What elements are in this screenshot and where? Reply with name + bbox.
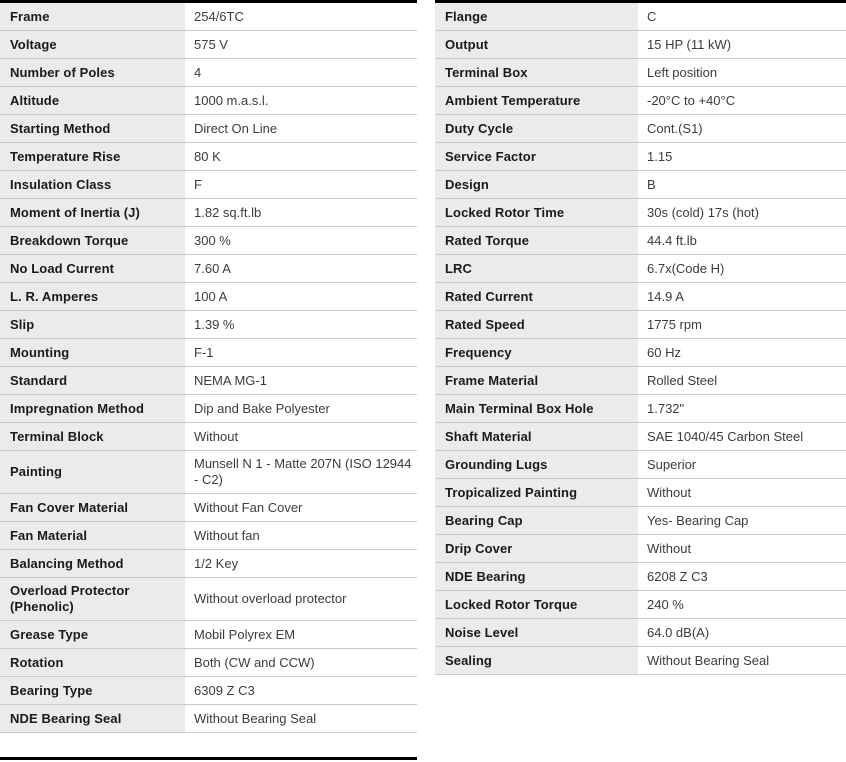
spec-label: Standard xyxy=(0,367,185,394)
spec-label: Balancing Method xyxy=(0,550,185,577)
spec-label: Slip xyxy=(0,311,185,338)
spec-label: Terminal Block xyxy=(0,423,185,450)
table-row xyxy=(0,283,417,311)
spec-value: 1.39 % xyxy=(185,311,417,338)
spec-value: Without fan xyxy=(185,522,417,549)
table-row xyxy=(435,87,846,115)
table-row xyxy=(0,143,417,171)
spec-label: Drip Cover xyxy=(435,535,638,562)
spec-label: Overload Protector (Phenolic) xyxy=(0,578,185,620)
spec-label: Voltage xyxy=(0,31,185,58)
spec-label: Rotation xyxy=(0,649,185,676)
spec-label: Flange xyxy=(435,3,638,30)
spec-value: 1.15 xyxy=(638,143,846,170)
table-row xyxy=(435,59,846,87)
table-row xyxy=(435,339,846,367)
table-row xyxy=(435,619,846,647)
spec-label: Bearing Type xyxy=(0,677,185,704)
table-row xyxy=(0,311,417,339)
table-row xyxy=(435,255,846,283)
spec-label: Fan Material xyxy=(0,522,185,549)
table-row xyxy=(435,227,846,255)
table-row xyxy=(0,578,417,621)
spec-label: Breakdown Torque xyxy=(0,227,185,254)
table-row xyxy=(435,143,846,171)
table-row xyxy=(435,31,846,59)
spec-label: Grounding Lugs xyxy=(435,451,638,478)
spec-label: Temperature Rise xyxy=(0,143,185,170)
spec-value: Direct On Line xyxy=(185,115,417,142)
spec-label: Number of Poles xyxy=(0,59,185,86)
spec-label: Rated Current xyxy=(435,283,638,310)
table-row xyxy=(435,395,846,423)
spec-label: NDE Bearing xyxy=(435,563,638,590)
spec-value: Without xyxy=(638,479,846,506)
table-row xyxy=(0,494,417,522)
spec-label: Main Terminal Box Hole xyxy=(435,395,638,422)
table-row xyxy=(435,563,846,591)
spec-value: -20°C to +40°C xyxy=(638,87,846,114)
spec-label: Bearing Cap xyxy=(435,507,638,534)
table-row xyxy=(0,255,417,283)
table-row xyxy=(0,423,417,451)
spec-value: 240 % xyxy=(638,591,846,618)
table-row xyxy=(0,705,417,733)
spec-value: Without Bearing Seal xyxy=(185,705,417,732)
spec-value: 60 Hz xyxy=(638,339,846,366)
spec-value: Without xyxy=(185,423,417,450)
spec-label: Noise Level xyxy=(435,619,638,646)
spec-value: 100 A xyxy=(185,283,417,310)
spec-value: 6208 Z C3 xyxy=(638,563,846,590)
table-row xyxy=(435,3,846,31)
spec-value: NEMA MG-1 xyxy=(185,367,417,394)
table-row xyxy=(0,550,417,578)
table-row xyxy=(0,171,417,199)
spec-label: Ambient Temperature xyxy=(435,87,638,114)
spec-value: Without Bearing Seal xyxy=(638,647,846,674)
spec-label: Rated Speed xyxy=(435,311,638,338)
table-row xyxy=(435,115,846,143)
spec-label: Design xyxy=(435,171,638,198)
spec-label: Moment of Inertia (J) xyxy=(0,199,185,226)
spec-label: Sealing xyxy=(435,647,638,674)
spec-label: No Load Current xyxy=(0,255,185,282)
spec-value: Cont.(S1) xyxy=(638,115,846,142)
spec-value: Rolled Steel xyxy=(638,367,846,394)
spec-value: F xyxy=(185,171,417,198)
table-row xyxy=(435,423,846,451)
spec-label: Starting Method xyxy=(0,115,185,142)
spec-value: 254/6TC xyxy=(185,3,417,30)
spec-label: Tropicalized Painting xyxy=(435,479,638,506)
table-row xyxy=(0,3,417,31)
table-row xyxy=(435,451,846,479)
spec-value: 300 % xyxy=(185,227,417,254)
spec-value: Dip and Bake Polyester xyxy=(185,395,417,422)
table-row xyxy=(0,367,417,395)
spec-label: Grease Type xyxy=(0,621,185,648)
spec-value: 4 xyxy=(185,59,417,86)
table-row xyxy=(0,395,417,423)
spec-label: Locked Rotor Time xyxy=(435,199,638,226)
spec-value: Mobil Polyrex EM xyxy=(185,621,417,648)
table-row xyxy=(0,59,417,87)
spec-label: Frequency xyxy=(435,339,638,366)
spec-value: Both (CW and CCW) xyxy=(185,649,417,676)
spec-label: Impregnation Method xyxy=(0,395,185,422)
table-row xyxy=(0,649,417,677)
table-row xyxy=(435,479,846,507)
spec-label: Frame Material xyxy=(435,367,638,394)
spec-label: Painting xyxy=(0,451,185,493)
spec-label: Output xyxy=(435,31,638,58)
table-row xyxy=(435,507,846,535)
spec-label: L. R. Amperes xyxy=(0,283,185,310)
spec-value: 30s (cold) 17s (hot) xyxy=(638,199,846,226)
table-row xyxy=(0,522,417,550)
spec-value: 44.4 ft.lb xyxy=(638,227,846,254)
spec-value: Left position xyxy=(638,59,846,86)
spec-label: Rated Torque xyxy=(435,227,638,254)
spec-label: Shaft Material xyxy=(435,423,638,450)
spec-value: 1000 m.a.s.l. xyxy=(185,87,417,114)
table-row xyxy=(0,31,417,59)
spec-label: Fan Cover Material xyxy=(0,494,185,521)
spec-value: Without xyxy=(638,535,846,562)
spec-value: 1775 rpm xyxy=(638,311,846,338)
table-row xyxy=(0,87,417,115)
table-row xyxy=(435,535,846,563)
table-row xyxy=(435,171,846,199)
spec-value: Munsell N 1 - Matte 207N (ISO 12944 - C2) xyxy=(185,451,417,493)
spec-value: Without overload protector xyxy=(185,578,417,620)
spec-label: LRC xyxy=(435,255,638,282)
spec-value: 14.9 A xyxy=(638,283,846,310)
spec-value: 7.60 A xyxy=(185,255,417,282)
spec-value: 1/2 Key xyxy=(185,550,417,577)
next-section-top-border xyxy=(0,757,417,760)
table-row xyxy=(435,367,846,395)
spec-label: Locked Rotor Torque xyxy=(435,591,638,618)
table-row xyxy=(435,311,846,339)
spec-value: C xyxy=(638,3,846,30)
table-row xyxy=(435,647,846,675)
spec-label: NDE Bearing Seal xyxy=(0,705,185,732)
spec-label: Service Factor xyxy=(435,143,638,170)
spec-value: 15 HP (11 kW) xyxy=(638,31,846,58)
table-row xyxy=(0,339,417,367)
spec-label: Mounting xyxy=(0,339,185,366)
spec-label: Duty Cycle xyxy=(435,115,638,142)
spec-value: B xyxy=(638,171,846,198)
spec-value: F-1 xyxy=(185,339,417,366)
table-row xyxy=(0,451,417,494)
spec-value: 6309 Z C3 xyxy=(185,677,417,704)
table-row xyxy=(0,199,417,227)
table-row xyxy=(435,283,846,311)
table-row xyxy=(0,677,417,705)
spec-value: Superior xyxy=(638,451,846,478)
left-spec-table xyxy=(0,0,417,733)
spec-label: Altitude xyxy=(0,87,185,114)
spec-value: Yes- Bearing Cap xyxy=(638,507,846,534)
table-row xyxy=(435,199,846,227)
spec-value: Without Fan Cover xyxy=(185,494,417,521)
spec-label: Frame xyxy=(0,3,185,30)
spec-value: 80 K xyxy=(185,143,417,170)
table-row xyxy=(0,115,417,143)
spec-label: Insulation Class xyxy=(0,171,185,198)
spec-label: Terminal Box xyxy=(435,59,638,86)
table-row xyxy=(0,621,417,649)
spec-value: 1.732" xyxy=(638,395,846,422)
spec-value: 1.82 sq.ft.lb xyxy=(185,199,417,226)
spec-value: 64.0 dB(A) xyxy=(638,619,846,646)
table-row xyxy=(0,227,417,255)
table-row xyxy=(435,591,846,619)
spec-value: 575 V xyxy=(185,31,417,58)
right-spec-table xyxy=(435,0,846,675)
spec-value: 6.7x(Code H) xyxy=(638,255,846,282)
spec-value: SAE 1040/45 Carbon Steel xyxy=(638,423,846,450)
